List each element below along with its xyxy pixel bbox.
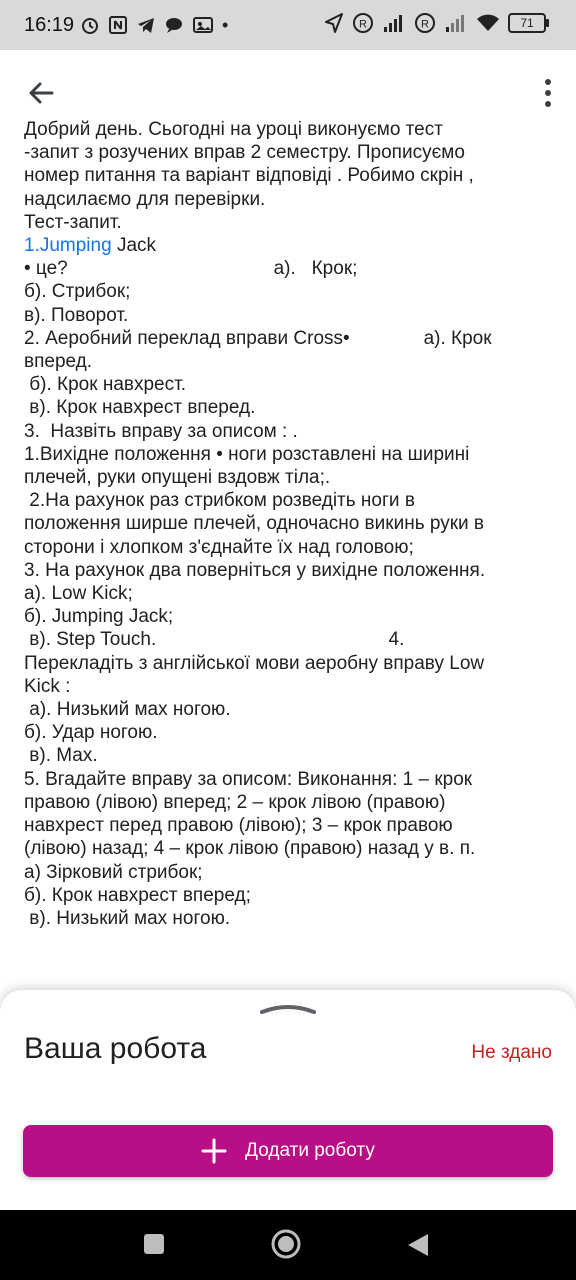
signal-icon [382,13,406,33]
add-work-label: Додати роботу [245,1140,375,1161]
post-line: б). Крок навхрест. [24,374,187,396]
roaming-icon [352,12,374,34]
post-line: номер питання та варіант відповіді . Робимо скрін , [24,165,474,187]
svg-text:R: R [359,18,367,31]
post-line-with-link [24,234,552,257]
post-line-rest: Jack [111,235,157,257]
notification-icons [80,15,228,36]
post-line: 3. На рахунок два поверніться у вихідне положення. [24,559,486,581]
sheet-handle-icon[interactable] [258,1002,318,1016]
system-icons [324,12,546,34]
post-line: вперед. [24,351,93,373]
gallery-icon [192,15,214,35]
post-line: Добрий день. Сьогодні на уроці виконуємо тест [24,119,443,140]
post-line: б). Крок навхрест вперед; [24,884,251,906]
post-line: а). Низький мах ногою. [24,699,231,721]
sheet-title: Ваша робота [24,1032,207,1065]
nfc-icon [108,15,128,35]
post-line: 2. Аеробний переклад вправи Cross• а). Крок [24,327,492,349]
post-line: в). Step Touch. 4. [24,629,405,651]
post-line: сторони і хлопком з'єднайте їх над головою; [24,536,414,558]
battery-icon [508,13,546,33]
status-time: 16:19 [24,14,75,36]
status-bar [0,0,576,50]
battery-level: 71 [520,16,534,30]
wifi-icon [476,13,500,33]
plus-icon [201,1138,227,1164]
post-line: плечей, руки опущені вздовж тіла;. [24,467,331,489]
back-arrow-icon[interactable] [24,76,58,110]
post-line: 2.На рахунок раз стрибком розведіть ноги в [24,490,415,512]
post-line: в). Низький мах ногою. [24,907,231,929]
chat-icon [164,15,184,35]
post-line: 3. Назвіть вправу за описом : . [24,420,298,442]
submission-status: Не здано [471,1042,552,1063]
post-line: Тест-запит. [24,211,122,233]
post-line: б). Удар ногою. [24,722,158,744]
add-work-button[interactable] [23,1125,553,1177]
more-vert-icon[interactable] [544,78,552,108]
post-line: б). Стрибок; [24,281,131,303]
post-line: б). Jumping Jack; [24,606,174,628]
post-line: правою (лівою) вперед; 2 – крок лівою (правою) [24,791,446,813]
post-content [0,118,576,978]
location-icon [324,12,344,34]
post-line: надсилаємо для перевірки. [24,188,266,210]
more-notifications-icon: • [222,15,229,35]
post-line: Перекладіть з англійської мови аеробну вправу Low [24,652,485,674]
post-text [0,118,576,930]
post-line: в). Мах. [24,745,98,767]
signal-icon-2 [444,13,468,33]
post-line: 5. Вгадайте вправу за описом: Виконання: 1 – крок [24,768,473,790]
post-line: а). Low Kick; [24,583,133,605]
roaming-icon-2 [414,12,436,34]
work-bottom-sheet [0,990,576,1210]
post-line: (лівою) назад; 4 – крок лівою (правою) назад у в. п. [24,838,476,860]
system-nav-bar [0,1210,576,1280]
post-line: в). Поворот. [24,304,129,326]
recents-icon[interactable] [144,1234,164,1254]
post-line: в). Крок навхрест вперед. [24,397,256,419]
post-link[interactable]: 1.Jumping [24,235,112,257]
alarm-icon [80,15,100,35]
post-line: 1.Вихідне положення • ноги розставлені на ширині [24,443,470,465]
post-line: Kick : [24,675,71,697]
home-icon[interactable] [270,1228,302,1260]
post-line: положення ширше плечей, одночасно викинь руки в [24,513,485,535]
nav-back-icon[interactable] [406,1232,430,1258]
post-line: • це? а). Крок; [24,258,358,280]
post-line: а) Зірковий стрибок; [24,861,203,883]
telegram-icon [136,15,156,35]
svg-text:R: R [421,18,429,31]
post-line: навхрест перед правою (лівою); 3 – крок правою [24,815,453,837]
post-line: -запит з розучених вправ 2 семестру. Прописуємо [24,142,465,164]
